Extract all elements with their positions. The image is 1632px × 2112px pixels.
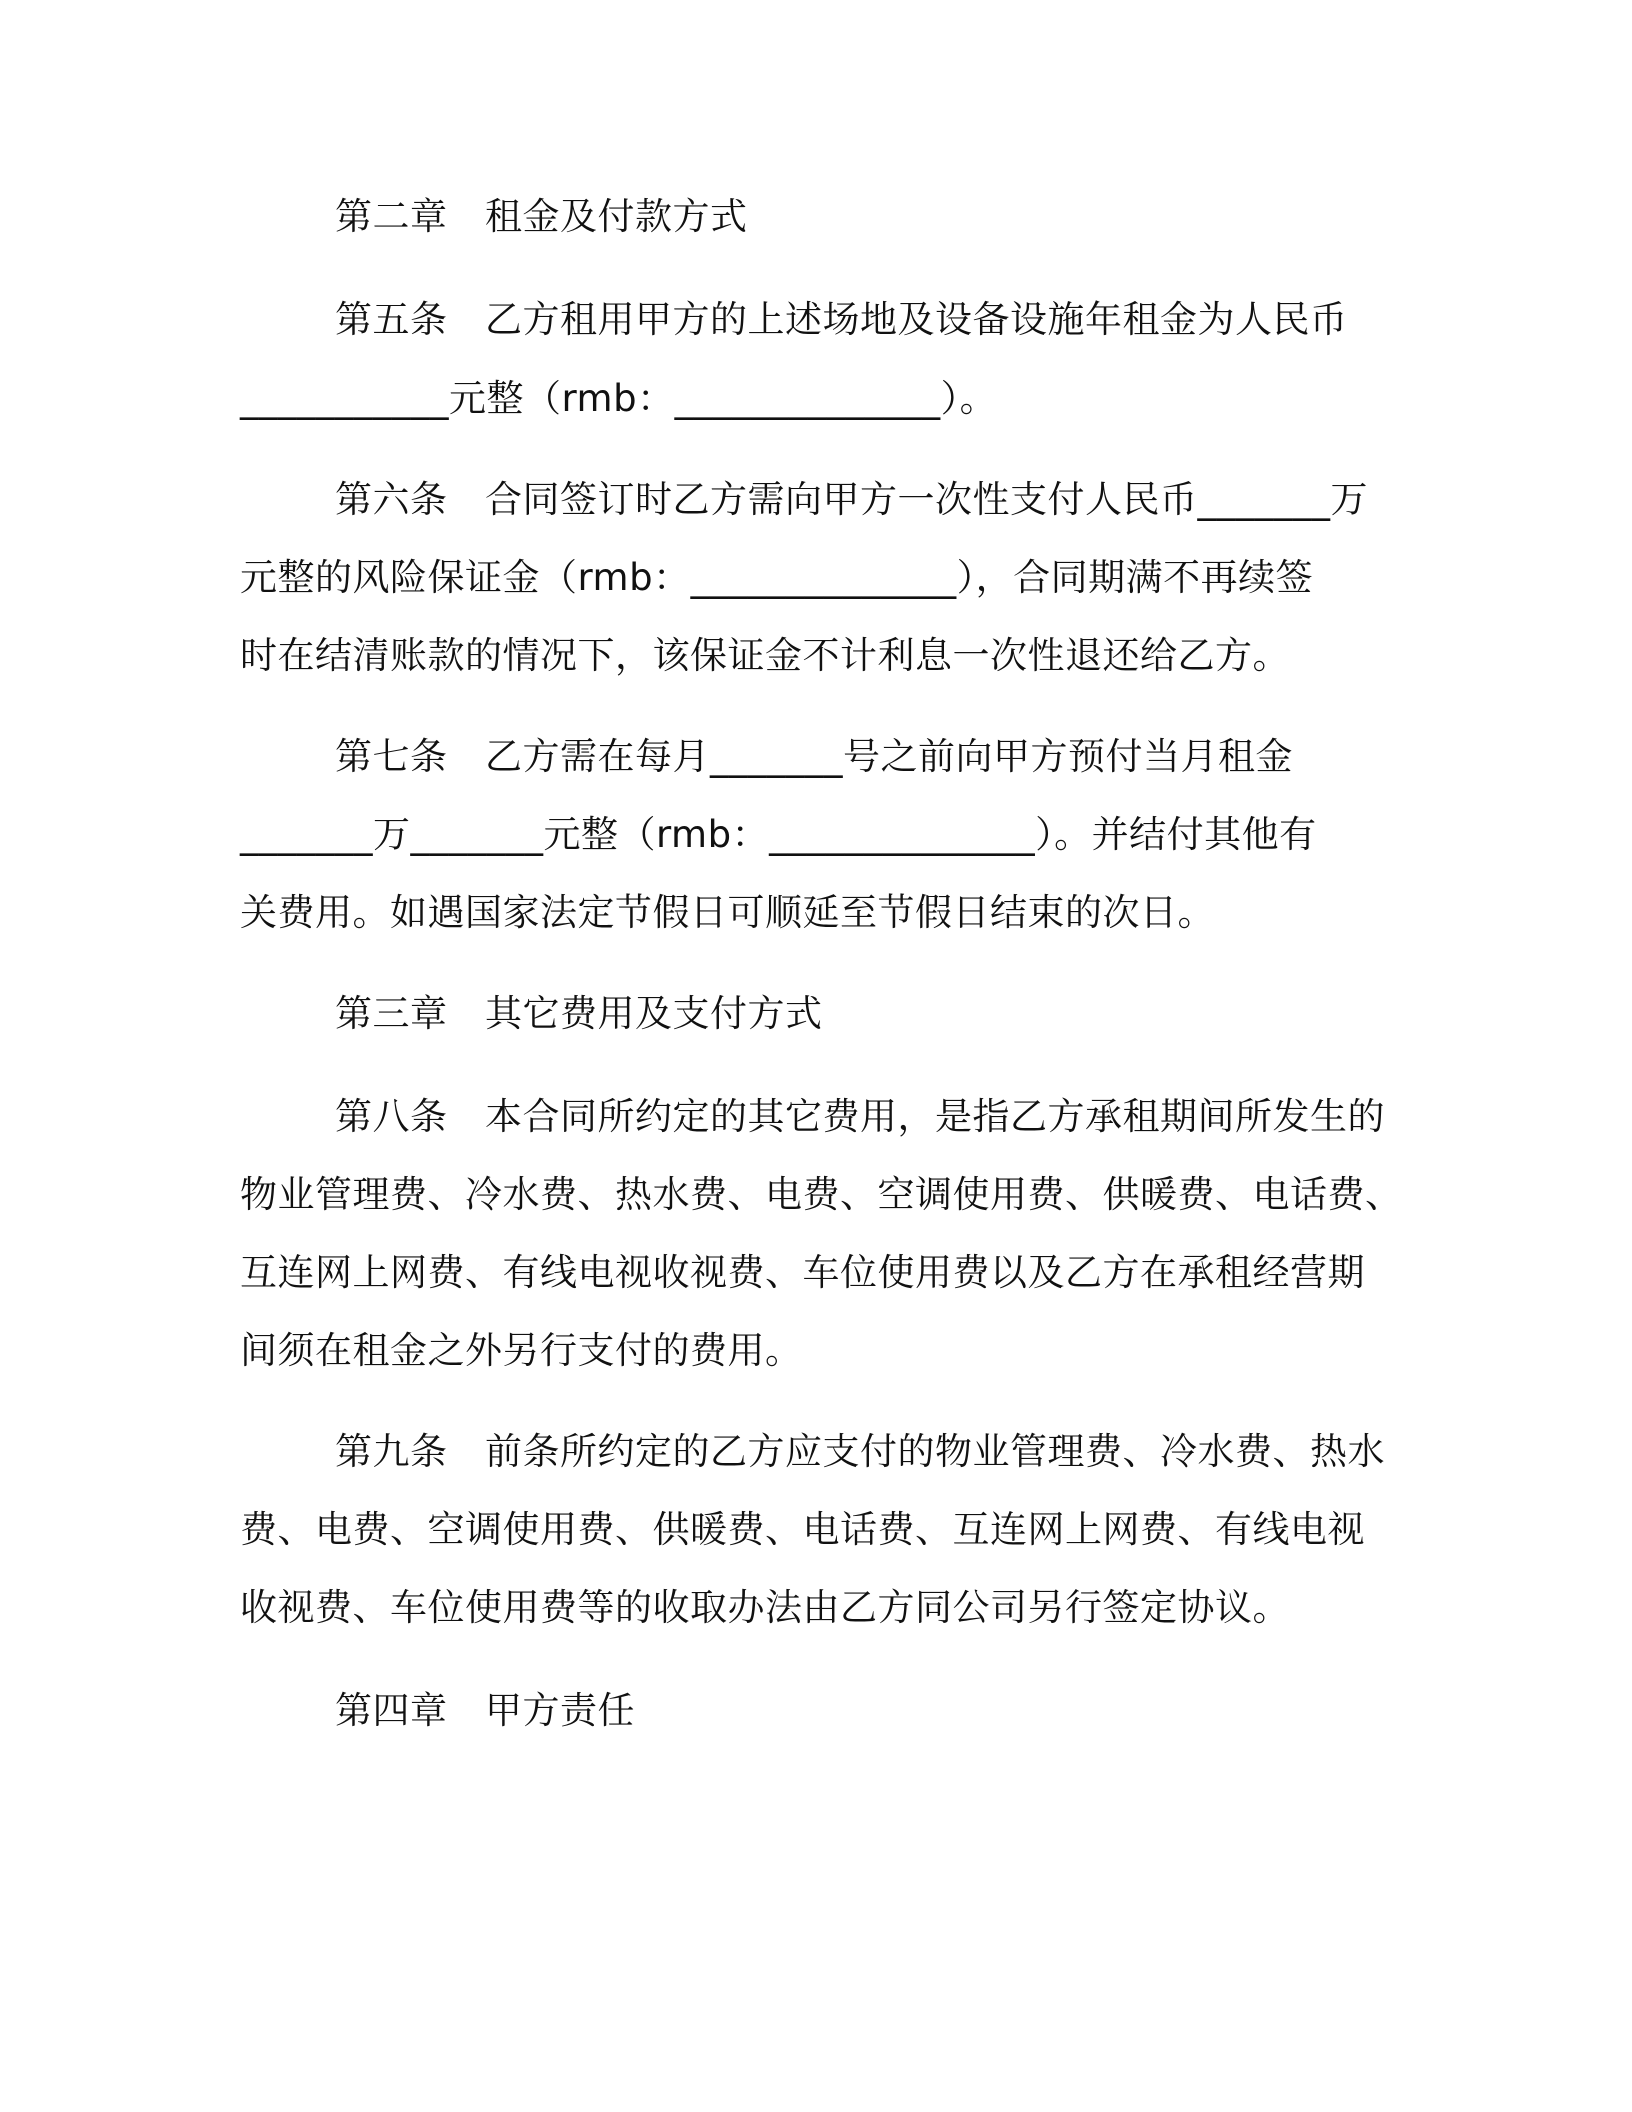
article-9-line-2: 费、电费、空调使用费、供暖费、电话费、互连网上网费、有线电视	[240, 1508, 1365, 1551]
article-8-line-3: 互连网上网费、有线电视收视费、车位使用费以及乙方在承租经营期	[240, 1251, 1365, 1294]
article-7-line-1: 第七条 乙方需在每月_______号之前向甲方预付当月租金	[335, 735, 1293, 778]
article-9-line-3: 收视费、车位使用费等的收取办法由乙方同公司另行签定协议。	[240, 1586, 1290, 1629]
article-5-line-2: ___________元整（rmb：______________）。	[240, 377, 998, 420]
article-7-line-3: 关费用。如遇国家法定节假日可顺延至节假日结束的次日。	[240, 891, 1215, 934]
article-8-line-2: 物业管理费、冷水费、热水费、电费、空调使用费、供暖费、电话费、	[240, 1173, 1403, 1216]
article-5-line-1: 第五条 乙方租用甲方的上述场地及设备设施年租金为人民币	[335, 298, 1348, 341]
article-6-line-1: 第六条 合同签订时乙方需向甲方一次性支付人民币_______万	[335, 478, 1368, 521]
chapter-4-heading: 第四章 甲方责任	[335, 1689, 635, 1732]
article-6-line-3: 时在结清账款的情况下，该保证金不计利息一次性退还给乙方。	[240, 634, 1290, 677]
article-7-line-2: _______万_______元整（rmb：______________）。并结付其他有	[240, 813, 1317, 856]
chapter-2-heading: 第二章 租金及付款方式	[335, 195, 748, 238]
article-6-line-2: 元整的风险保证金（rmb：______________），合同期满不再续签	[240, 556, 1314, 599]
article-8-line-4: 间须在租金之外另行支付的费用。	[240, 1329, 803, 1372]
article-8-line-1: 第八条 本合同所约定的其它费用，是指乙方承租期间所发生的	[335, 1095, 1385, 1138]
chapter-3-heading: 第三章 其它费用及支付方式	[335, 992, 823, 1035]
article-9-line-1: 第九条 前条所约定的乙方应支付的物业管理费、冷水费、热水	[335, 1430, 1385, 1473]
